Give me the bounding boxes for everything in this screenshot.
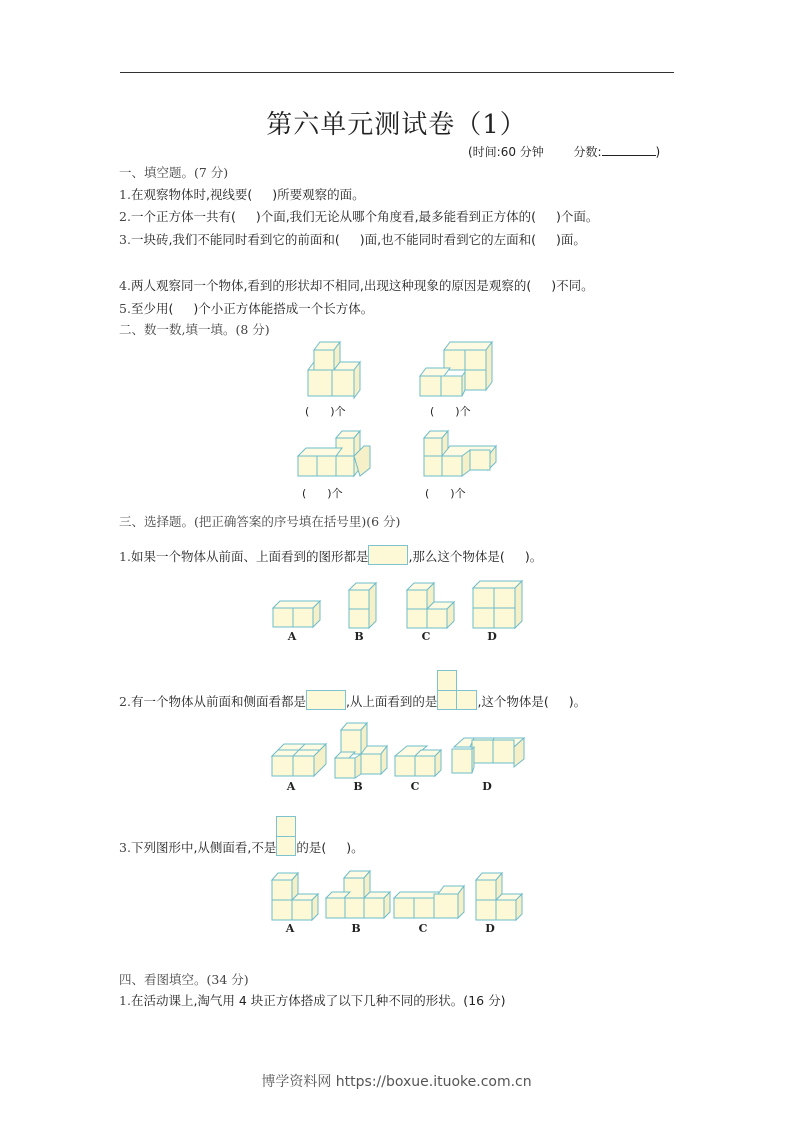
option-a-label[interactable]: A [286, 780, 296, 793]
option-c-label[interactable]: C [410, 780, 420, 793]
option-d-figure [472, 578, 524, 630]
option-d-label[interactable]: D [487, 630, 497, 643]
footer-watermark: 博学资料网 https://boxue.ituoke.com.cn [261, 1074, 532, 1090]
s1-question-5: 5.至少用( )个小正方体能搭成一个长方体。 [119, 301, 374, 316]
option-b-figure [348, 580, 380, 630]
option-a-figure [270, 738, 328, 780]
option-c-figure [393, 740, 443, 780]
s3-question-2: 2.有一个物体从前面和侧面看都是 ,从上面看到的是 ,这个物体是( )。 [119, 690, 586, 710]
option-d-figure [474, 870, 524, 922]
s3-question-3: 3.下列图形中,从侧面看,不是 的是( )。 [119, 836, 364, 856]
option-d-figure [450, 735, 526, 777]
s1-question-2: 2.一个正方体一共有( )个面,我们无论从哪个角度看,最多能看到正方体的( )个面。 [119, 209, 599, 224]
option-b-label[interactable]: B [353, 780, 363, 793]
option-b-label[interactable]: B [354, 630, 364, 643]
count-answer-2[interactable]: ( )个 [430, 405, 471, 418]
s1-question-1: 1.在观察物体时,视线要( )所要观察的面。 [119, 187, 365, 202]
page-title: 第六单元测试卷（1） [266, 110, 527, 140]
front-top-view-icon [368, 545, 408, 565]
cube-figure-1 [300, 338, 366, 400]
option-b-figure [324, 868, 392, 920]
count-answer-4[interactable]: ( )个 [425, 487, 466, 500]
front-side-view-icon [306, 690, 346, 710]
option-c-label[interactable]: C [421, 630, 431, 643]
time-label: (时间:60 分钟 [468, 145, 544, 159]
s1-question-4: 4.两人观察同一个物体,看到的形状却不相同,出现这种现象的原因是观察的( )不同。 [119, 278, 594, 293]
option-c-figure [392, 882, 468, 922]
cube-figure-2 [418, 338, 498, 400]
option-a-label[interactable]: A [287, 630, 297, 643]
score-close: ) [655, 145, 661, 159]
section-2-heading: 二、数一数,填一填。(8 分) [119, 322, 270, 337]
exam-meta [468, 143, 660, 160]
option-c-label[interactable]: C [418, 922, 428, 935]
section-3-heading: 三、选择题。(把正确答案的序号填在括号里)(6 分) [119, 514, 401, 529]
option-c-figure [406, 580, 456, 630]
section-1-heading: 一、填空题。(7 分) [119, 165, 229, 180]
option-d-label[interactable]: D [485, 922, 495, 935]
cube-figure-4 [420, 428, 500, 480]
count-answer-1[interactable]: ( )个 [305, 405, 346, 418]
option-a-figure [272, 598, 322, 630]
section-4-heading: 四、看图填空。(34 分) [119, 972, 249, 987]
s3-question-1: 1.如果一个物体从前面、上面看到的图形都是 ,那么这个物体是( )。 [119, 545, 542, 565]
option-d-label[interactable]: D [482, 780, 492, 793]
s1-question-3: 3.一块砖,我们不能同时看到它的前面和( )面,也不能同时看到它的左面和( )面。 [119, 232, 586, 247]
cube-figure-3 [296, 428, 372, 480]
option-a-label[interactable]: A [285, 922, 295, 935]
top-rule [120, 72, 674, 73]
option-b-label[interactable]: B [351, 922, 361, 935]
s4-question-1: 1.在活动课上,淘气用 4 块正方体搭成了以下几种不同的形状。(16 分) [119, 993, 506, 1008]
score-blank[interactable] [602, 143, 656, 156]
side-view-icon [276, 836, 296, 856]
option-b-figure [333, 720, 389, 780]
count-answer-3[interactable]: ( )个 [302, 487, 343, 500]
option-a-figure [270, 870, 320, 922]
score-label: 分数: [573, 145, 602, 159]
top-view-icon [437, 690, 477, 710]
